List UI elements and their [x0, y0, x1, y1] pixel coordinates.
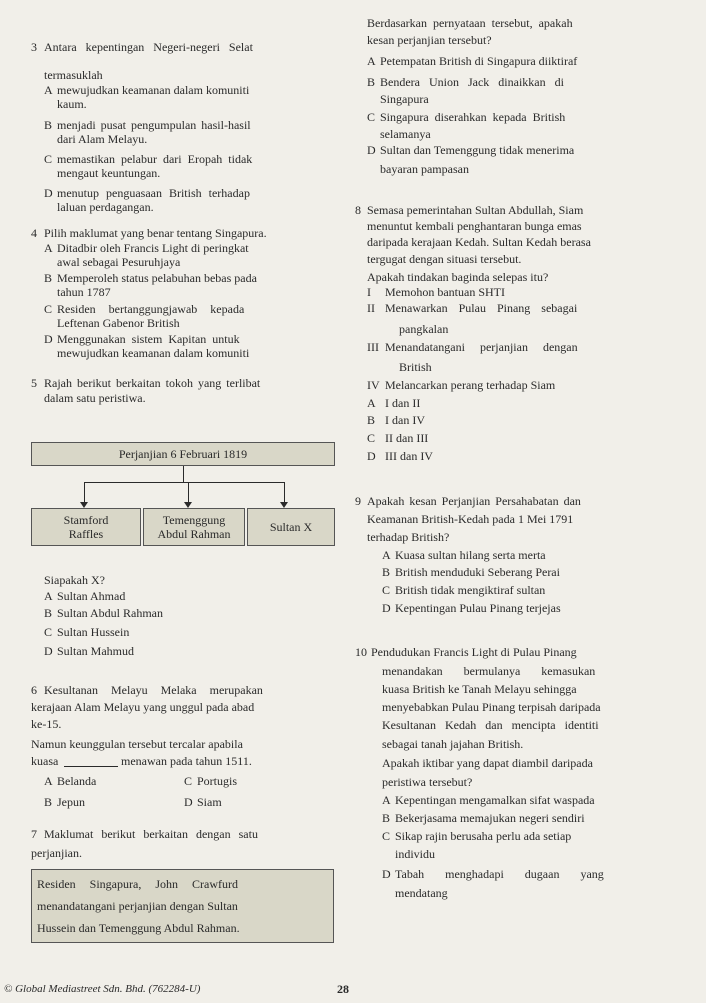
option-text[interactable]: I dan IV: [385, 413, 425, 427]
question-stem: Apakah iktibar yang dapat diambil daripada: [382, 756, 593, 770]
option-letter[interactable]: B: [367, 413, 376, 427]
option-letter[interactable]: D: [44, 644, 53, 658]
question-stem: Keamanan British-Kedah pada 1 Mei 1791: [367, 512, 574, 526]
page-number: 28: [337, 982, 349, 996]
option-text[interactable]: Tabah menghadapi dugaan yang: [395, 867, 604, 881]
item-text: Menawarkan Pulau Pinang sebagai: [385, 301, 578, 315]
question-stem: Namun keunggulan tersebut tercalar apabila: [31, 737, 243, 751]
option-text[interactable]: Petempatan British di Singapura diiktiraf: [380, 54, 578, 68]
question-number: 4: [31, 226, 37, 240]
info-box-line: Residen Singapura, John Crawfurd: [37, 877, 238, 891]
option-letter[interactable]: B: [44, 795, 53, 809]
option-text[interactable]: Portugis: [197, 774, 238, 788]
option-letter[interactable]: D: [44, 332, 53, 346]
question-stem: sebagai tanah jajahan British.: [382, 737, 524, 751]
question-stem: Pilih maklumat yang benar tentang Singapura.: [44, 226, 267, 240]
question-number: 5: [31, 376, 37, 390]
item-text: British: [399, 360, 432, 374]
question-stem: tergugat dengan situasi tersebut.: [367, 252, 522, 266]
question-stem: menandakan bermulanya kemasukan: [382, 664, 596, 678]
question-number: 6: [31, 683, 37, 697]
option-text[interactable]: Residen bertanggungjawab kepada: [57, 302, 245, 316]
option-letter[interactable]: C: [382, 829, 391, 843]
info-box: [31, 869, 334, 943]
option-text[interactable]: tahun 1787: [57, 285, 111, 299]
option-text[interactable]: Ditadbir oleh Francis Light di peringkat: [57, 241, 249, 255]
info-box-line: Hussein dan Temenggung Abdul Rahman.: [37, 921, 240, 935]
option-text[interactable]: menutup penguasaan British terhadap: [57, 186, 250, 200]
option-letter[interactable]: A: [44, 241, 53, 255]
diagram-box-label: Stamford: [63, 513, 109, 527]
question-stem: Apakah kesan Perjanjian Persahabatan dan: [367, 494, 581, 508]
connector-line: [188, 482, 189, 504]
diagram-box-label: Temenggung: [162, 513, 226, 527]
option-letter[interactable]: C: [184, 774, 193, 788]
option-text[interactable]: Bendera Union Jack dinaikkan di: [380, 75, 564, 89]
question-number: 9: [355, 494, 361, 508]
option-text[interactable]: mewujudkan keamanan dalam komuniti: [57, 83, 250, 97]
question-stem: Antara kepentingan Negeri-negeri Selat: [44, 40, 253, 54]
item-text: Melancarkan perang terhadap Siam: [385, 378, 556, 392]
publisher-credit: © Global Mediastreet Sdn. Bhd. (762284-U): [4, 983, 201, 995]
connector-line: [284, 482, 285, 504]
question-stem: dalam satu peristiwa.: [44, 391, 146, 405]
item-text: Menandatangani perjanjian dengan: [385, 340, 578, 354]
question-stem: Pendudukan Francis Light di Pulau Pinang: [371, 645, 577, 659]
option-text[interactable]: individu: [395, 847, 436, 861]
option-letter[interactable]: C: [367, 110, 376, 124]
option-letter[interactable]: D: [367, 449, 376, 463]
option-text[interactable]: mewujudkan keamanan dalam komuniti: [57, 346, 250, 360]
option-text[interactable]: Memperoleh status pelabuhan bebas pada: [57, 271, 257, 285]
option-text[interactable]: II dan III: [385, 431, 429, 445]
option-text[interactable]: Belanda: [57, 774, 97, 788]
option-text[interactable]: Sultan dan Temenggung tidak menerima: [380, 143, 575, 157]
connector-line: [84, 482, 85, 504]
question-stem: perjanjian.: [31, 846, 82, 860]
option-text[interactable]: Sikap rajin berusaha perlu ada setiap: [395, 829, 572, 843]
question-prompt: Siapakah X?: [44, 573, 105, 587]
question-stem: Semasa pemerintahan Sultan Abdullah, Siam: [367, 203, 584, 217]
option-text[interactable]: British menduduki Seberang Perai: [395, 565, 560, 579]
connector-line: [84, 482, 285, 483]
option-text[interactable]: Singapura: [380, 92, 429, 106]
item-roman: IV: [367, 378, 380, 392]
diagram-box-temenggung: [143, 508, 245, 546]
info-box-line: menandatangani perjanjian dengan Sultan: [37, 899, 238, 913]
item-roman: II: [367, 301, 375, 315]
question-stem: Kesultanan Kedah dan mencipta identiti: [382, 718, 599, 732]
question-stem: Apakah tindakan baginda selepas itu?: [367, 270, 549, 284]
option-letter[interactable]: C: [44, 302, 53, 316]
diagram-box-sultan-x: [247, 508, 335, 546]
diagram-top-label: Perjanjian 6 Februari 1819: [118, 447, 248, 461]
option-letter[interactable]: B: [382, 565, 391, 579]
question-number: 8: [355, 203, 361, 217]
option-text[interactable]: Sultan Hussein: [57, 625, 130, 639]
question-stem: Maklumat berikut berkaitan dengan satu: [44, 827, 258, 841]
item-roman: I: [367, 285, 371, 299]
question-stem: peristiwa tersebut?: [382, 775, 473, 789]
question-stem: kuasa British ke Tanah Melayu sehingga: [382, 682, 577, 696]
blank-suffix: menawan pada tahun 1511.: [121, 754, 252, 768]
blank-prefix: kuasa: [31, 754, 59, 768]
option-text[interactable]: Kuasa sultan hilang serta merta: [395, 548, 546, 562]
option-text[interactable]: mengaut keuntungan.: [57, 166, 161, 180]
option-text[interactable]: Singapura diserahkan kepada British: [380, 110, 566, 124]
option-text[interactable]: Bekerjasama memajukan negeri sendiri: [395, 811, 585, 825]
question-stem: kesan perjanjian tersebut?: [367, 33, 492, 47]
option-letter[interactable]: C: [44, 152, 53, 166]
question-number: 10: [355, 645, 367, 659]
option-letter[interactable]: A: [382, 548, 391, 562]
question-number: 3: [31, 40, 37, 54]
option-letter[interactable]: D: [382, 601, 391, 615]
connector-line: [183, 466, 184, 482]
option-text[interactable]: Jepun: [57, 795, 85, 809]
option-letter[interactable]: D: [367, 143, 376, 157]
option-letter[interactable]: B: [367, 75, 376, 89]
option-letter[interactable]: A: [382, 793, 391, 807]
question-stem: menyebabkan Pulau Pinang terpisah daripada: [382, 700, 601, 714]
option-letter[interactable]: A: [44, 774, 53, 788]
question-stem: Rajah berikut berkaitan tokoh yang terlibat: [44, 376, 261, 390]
option-text[interactable]: awal sebagai Pesuruhjaya: [57, 255, 181, 269]
option-letter[interactable]: D: [184, 795, 193, 809]
option-letter[interactable]: A: [367, 396, 376, 410]
option-text[interactable]: Kepentingan mengamalkan sifat waspada: [395, 793, 595, 807]
option-text[interactable]: mendatang: [395, 886, 448, 900]
option-text[interactable]: Leftenan Gabenor British: [57, 316, 180, 330]
option-letter[interactable]: C: [367, 431, 376, 445]
option-text[interactable]: Sultan Mahmud: [57, 644, 134, 658]
question-number: 7: [31, 827, 37, 841]
option-text[interactable]: selamanya: [380, 127, 431, 141]
diagram-box-raffles: [31, 508, 141, 546]
option-text[interactable]: Kepentingan Pulau Pinang terjejas: [395, 601, 561, 615]
item-text: pangkalan: [399, 322, 449, 336]
question-stem: termasuklah: [44, 68, 103, 82]
question-stem: daripada kerajaan Kedah. Sultan Kedah berasa: [367, 235, 591, 249]
option-text[interactable]: laluan perdagangan.: [57, 200, 154, 214]
option-text[interactable]: III dan IV: [385, 449, 433, 463]
option-text[interactable]: memastikan pelabur dari Eropah tidak: [57, 152, 253, 166]
option-letter[interactable]: D: [382, 867, 391, 881]
question-stem: kerajaan Alam Melayu yang unggul pada abad: [31, 700, 255, 714]
option-letter[interactable]: A: [44, 589, 53, 603]
option-text[interactable]: I dan II: [385, 396, 421, 410]
question-stem: Berdasarkan pernyataan tersebut, apakah: [367, 16, 573, 30]
option-text[interactable]: Sultan Abdul Rahman: [57, 606, 163, 620]
option-text[interactable]: Menggunakan sistem Kapitan untuk: [57, 332, 240, 346]
item-roman: III: [367, 340, 379, 354]
option-letter[interactable]: A: [367, 54, 376, 68]
option-letter[interactable]: C: [382, 583, 391, 597]
question-stem: terhadap British?: [367, 530, 450, 544]
option-text[interactable]: dari Alam Melayu.: [57, 132, 148, 146]
question-stem: ke-15.: [31, 717, 62, 731]
option-text[interactable]: bayaran pampasan: [380, 162, 469, 176]
diagram-top-box: [31, 442, 335, 466]
option-letter[interactable]: B: [44, 271, 53, 285]
diagram-box-label: Raffles: [68, 527, 104, 541]
option-text[interactable]: Sultan Ahmad: [57, 589, 126, 603]
option-letter[interactable]: A: [44, 83, 53, 97]
option-letter[interactable]: C: [44, 625, 53, 639]
option-text[interactable]: menjadi pusat pengumpulan hasil-hasil: [57, 118, 251, 132]
item-text: Memohon bantuan SHTI: [385, 285, 505, 299]
option-letter[interactable]: B: [382, 811, 391, 825]
option-letter[interactable]: D: [44, 186, 53, 200]
question-stem: Kesultanan Melayu Melaka merupakan: [44, 683, 263, 697]
blank-line: [64, 766, 118, 767]
diagram-box-label: Sultan X: [269, 520, 313, 534]
option-letter[interactable]: B: [44, 606, 53, 620]
option-text[interactable]: British tidak mengiktiraf sultan: [395, 583, 546, 597]
option-text[interactable]: kaum.: [57, 97, 87, 111]
diagram-box-label: Abdul Rahman: [157, 527, 231, 541]
option-letter[interactable]: B: [44, 118, 53, 132]
option-text[interactable]: Siam: [197, 795, 222, 809]
question-stem: menuntut kembali penghantaran bunga emas: [367, 219, 582, 233]
